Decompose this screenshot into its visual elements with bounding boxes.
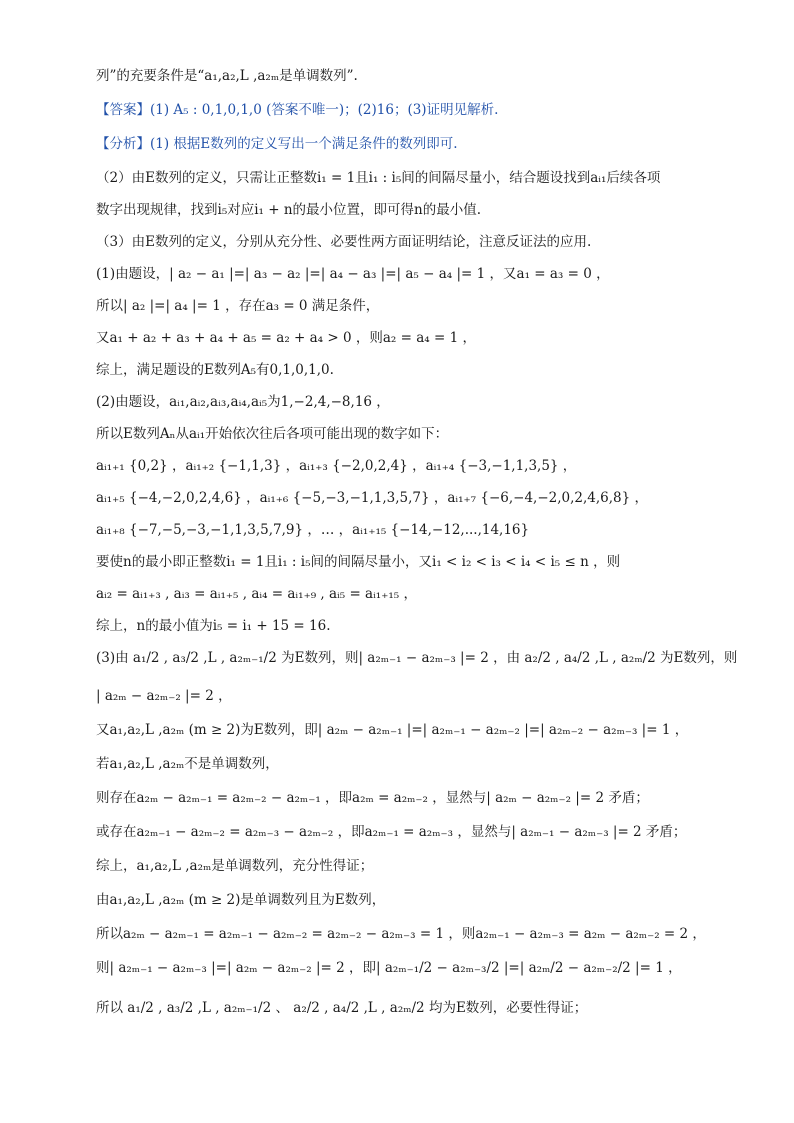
line-text: (1) 根据E数列的定义写出一个满足条件的数列即可. [150,136,458,152]
text-line [96,364,334,378]
line-text: 所以E数列Aₙ从aᵢ₁开始依次往后各项可能出现的数字如下： [96,426,449,442]
text-line [96,724,688,738]
line-text: （3）由E数列的定义，分别从充分性、必要性两方面证明结论，注意反证法的应用. [96,234,592,250]
line-text: | a₂ₘ − a₂ₘ₋₂ |= 2 ， [96,688,232,704]
line-text: 或存在a₂ₘ₋₁ − a₂ₘ₋₂ = a₂ₘ₋₃ − a₂ₘ₋₂ ，即a₂ₘ₋₁ = a₂ₘ₋₃ ，显然与| a₂ₘ₋₁ − a₂ₘ₋₃ |= 2 矛盾； [96,824,687,840]
answer-line [96,104,498,118]
line-text: (2)由题设，aᵢ₁,aᵢ₂,aᵢ₃,aᵢ₄,aᵢ₅为1,−2,4,−8,16 ， [96,394,390,410]
analysis-line [96,138,458,152]
line-text: 由a₁,a₂,L ,a₂ₘ (m ≥ 2)是单调数列且为E数列， [96,892,386,908]
text-line [96,826,686,840]
line-text: 又a₁ + a₂ + a₃ + a₄ + a₅ = a₂ + a₄ > 0 ，则a₂ = a₄ = 1 ， [96,330,476,346]
text-line [96,652,737,666]
text-line [96,690,232,704]
line-text: 若a₁,a₂,L ,a₂ₘ不是单调数列， [96,756,279,772]
line-text: (1) A₅ : 0,1,0,1,0 (答案不唯一)；(2)16；(3)证明见解析. [150,102,499,118]
text-line [96,300,379,314]
line-text: 所以a₂ₘ − a₂ₘ₋₁ = a₂ₘ₋₁ − a₂ₘ₋₂ = a₂ₘ₋₂ − a₂ₘ₋₃ = 1 ，则a₂ₘ₋₁ − a₂ₘ₋₃ = a₂ₘ − a₂ₘ₋₂ = 2 ， [96,926,706,942]
text-line [96,492,648,506]
line-text: 则存在a₂ₘ − a₂ₘ₋₁ = a₂ₘ₋₂ − a₂ₘ₋₁ ，即a₂ₘ = a₂ₘ₋₂ ，显然与| a₂ₘ − a₂ₘ₋₂ |= 2 矛盾； [96,790,649,806]
analysis-tag: 【分析】 [96,136,150,152]
line-text: aᵢ₁₊₁ {0,2} ，aᵢ₁₊₂ {−1,1,3} ，aᵢ₁₊₃ {−2,0,2,4} ，aᵢ₁₊₄ {−3,−1,1,3,5} ， [96,458,577,474]
line-text: 综上，a₁,a₂,L ,a₂ₘ是单调数列，充分性得证； [96,858,374,874]
text-line [96,204,481,218]
line-text: 综上，n的最小值为i₅ = i₁ + 15 = 16. [96,618,331,634]
line-text: 要使n的最小即正整数i₁ = 1且i₁ : i₅间的间隔尽量小，又i₁ < i₂ < i₃ < i₄ < i₅ ≤ n ，则 [96,554,621,570]
text-line [96,332,476,346]
text-line [96,268,610,282]
text-line [96,792,649,806]
line-text: aᵢ₁₊₅ {−4,−2,0,2,4,6} ，aᵢ₁₊₆ {−5,−3,−1,1,3,5,7} ，aᵢ₁₊₇ {−6,−4,−2,0,2,4,6,8} ， [96,490,649,506]
text-line [96,860,373,874]
line-text: (1)由题设，| a₂ − a₁ |=| a₃ − a₂ |=| a₄ − a₃ |=| a₅ − a₄ |= 1 ，又a₁ = a₃ = 0 ， [96,266,610,282]
line-text: 综上，满足题设的E数列A₅有0,1,0,1,0. [96,362,334,378]
text-line [96,620,330,634]
text-line [96,70,358,84]
text-line [96,588,417,602]
line-text: 所以 a₁/2 , a₃/2 ,L , a₂ₘ₋₁/2 、 a₂/2 , a₄/2 ,L , a₂ₘ/2 均为E数列，必要性得证； [96,1000,588,1016]
text-line [96,524,529,538]
line-text: (3)由 a₁/2 , a₃/2 ,L , a₂ₘ₋₁/2 为E数列，则| a₂ₘ₋₁ − a₂ₘ₋₃ |= 2 ，由 a₂/2 , a₄/2 ,L , a₂ₘ/2 为E数列，则 [96,650,738,666]
line-text: （2）由E数列的定义，只需让正整数i₁ = 1且i₁ : i₅间的间隔尽量小，结合题设找到aᵢ₁后续各项 [96,170,661,186]
text-line [96,962,682,976]
text-line [96,460,576,474]
answer-tag: 【答案】 [96,102,150,118]
text-line [96,172,660,186]
text-line [96,556,620,570]
line-text: aᵢ₁₊₈ {−7,−5,−3,−1,1,3,5,7,9} ，… ，aᵢ₁₊₁₅ {−14,−12,...,14,16} [96,522,530,538]
line-text: aᵢ₂ = aᵢ₁₊₃ , aᵢ₃ = aᵢ₁₊₅ , aᵢ₄ = aᵢ₁₊₉ , aᵢ₅ = aᵢ₁₊₁₅ ， [96,586,417,602]
text-line [96,928,706,942]
line-text: 又a₁,a₂,L ,a₂ₘ (m ≥ 2)为E数列，即| a₂ₘ − a₂ₘ₋₁ |=| a₂ₘ₋₁ − a₂ₘ₋₂ |=| a₂ₘ₋₂ − a₂ₘ₋₃ |= 1 ， [96,722,689,738]
line-text: 数字出现规律，找到i₅对应i₁ + n的最小位置，即可得n的最小值. [96,202,482,218]
text-line [96,758,279,772]
line-text: 所以| a₂ |=| a₄ |= 1 ，存在a₃ = 0 满足条件， [96,298,380,314]
text-line [96,1002,587,1016]
text-line [96,236,591,250]
line-text: 列”的充要条件是“a₁,a₂,L ,a₂ₘ是单调数列”. [96,68,358,84]
text-line [96,428,448,442]
text-line [96,894,385,908]
line-text: 则| a₂ₘ₋₁ − a₂ₘ₋₃ |=| a₂ₘ − a₂ₘ₋₂ |= 2 ，即| a₂ₘ₋₁/2 − a₂ₘ₋₃/2 |=| a₂ₘ/2 − a₂ₘ₋₂/2 |= 1 ， [96,960,682,976]
text-line [96,396,390,410]
